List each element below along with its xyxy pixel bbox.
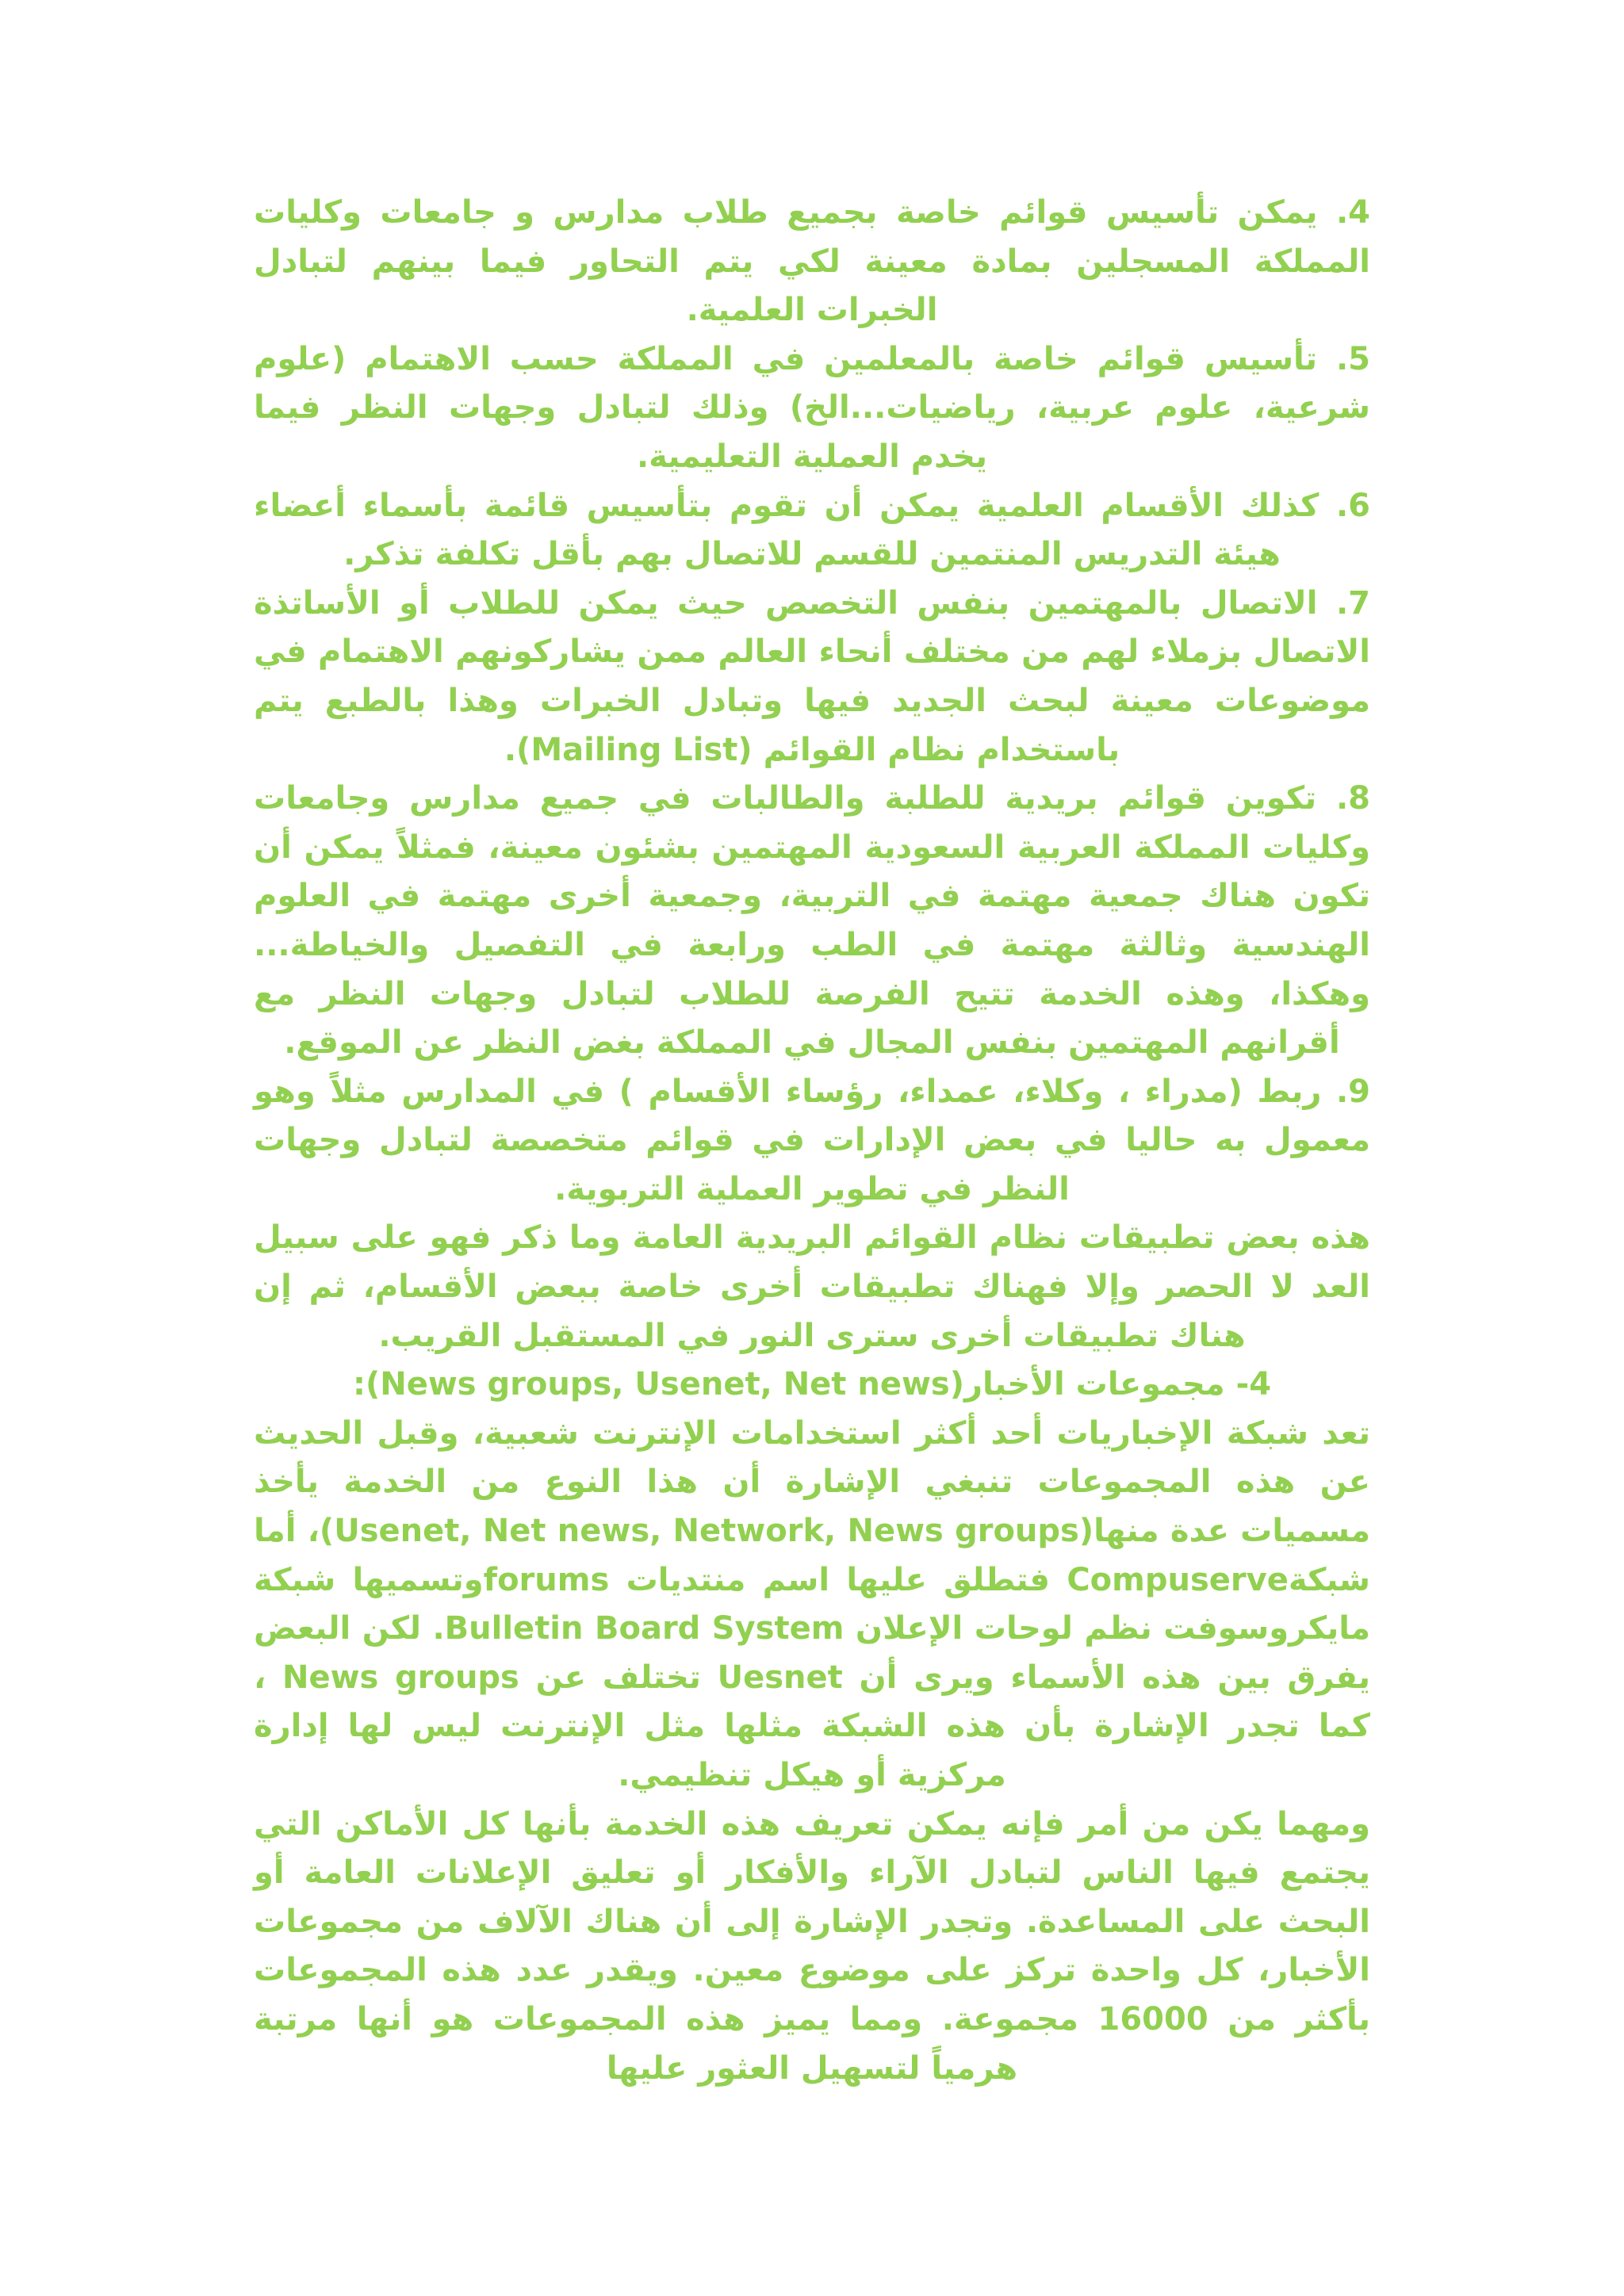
list-item-5: 5. تأسيس قوائم خاصة بالمعلمين في المملكة حسب الاهتمام (علوم شرعية، علوم عربية، رياضيات...الخ) وذلك لتبادل وجهات النظر فيما يخدم العملية التعليمية. — [254, 340, 1370, 475]
list-item-6: 6. كذلك الأقسام العلمية يمكن أن تقوم بتأسيس قائمة بأسماء أعضاء هيئة التدريس المنتمين للقسم للاتصال بهم بأقل تكلفة تذكر. — [254, 487, 1370, 573]
document-page — [254, 189, 1370, 2123]
section-paragraph: ومهما يكن من أمر فإنه يمكن تعريف هذه الخدمة بأنها كل الأماكن التي يجتمع فيها الناس لتبادل الآراء والأفكار أو تعليق الإعلانات العامة أو البحث على المساعدة. وتجدر الإشارة إلى أن هناك الآلاف من مجموعات الأخبار، كل واحدة تركز على موضوع معين. ويقدر عدد هذه المجموعات بأكثر من 16000 مجموعة. ومما يميز هذه المجموعات هو أنها مرتبة هرمياً لتسهيل العثور عليها — [254, 1805, 1371, 2087]
summary-paragraph: هذه بعض تطبيقات نظام القوائم البريدية العامة وما ذكر فهو على سبيل العد لا الحصر وإلا فهناك تطبيقات أخرى خاصة ببعض الأقسام، ثم إن هناك تطبيقات أخرى سترى النور في المستقبل القريب. — [254, 1219, 1370, 1354]
list-item-4: 4. يمكن تأسيس قوائم خاصة بجميع طلاب مدارس و جامعات وكليات المملكة المسجلين بمادة معينة لكي يتم التحاور فيما بينهم لتبادل الخبرات العلمية. — [254, 194, 1370, 329]
section-paragraph: تعد شبكة الإخباريات أحد أكثر استخدامات الإنترنت شعبية، وقبل الحديث عن هذه المجموعات تنبغي الإشارة أن هذا النوع من الخدمة يأخذ مسميات عدة منها(Usenet, Net news, Network, News groups)، أما شبكةCompuserve فتطلق عليها اسم منتديات forumsوتسميها شبكة مايكروسوفت نظم لوحات الإعلان Bulletin Board System. لكن البعض يفرق بين هذه الأسماء ويرى أن Uesnet تختلف عن News groups ، كما تجدر الإشارة بأن هذه الشبكة مثلها مثل الإنترنت ليس لها إدارة مركزية أو هيكل تنظيمي. — [254, 1414, 1371, 1793]
section-heading: 4- مجموعات الأخبار(News groups, Usenet, Net news): — [352, 1366, 1272, 1403]
list-item-8: 8. تكوين قوائم بريدية للطلبة والطالبات في جميع مدارس وجامعات وكليات المملكة العربية السعودية المهتمين بشئون معينة، فمثلاً يمكن أن تكون هناك جمعية مهتمة في التربية، وجمعية أخرى مهتمة في العلوم الهندسية وثالثة مهتمة في الطب ورابعة في التفصيل والخياطة... وهكذا، وهذه الخدمة تتيح الفرصة للطلاب لتبادل وجهات النظر مع أقرانهم المهتمين بنفس المجال في المملكة بغض النظر عن الموقع. — [254, 780, 1370, 1062]
list-item-9: 9. ربط (مدراء ، وكلاء، عمداء، رؤساء الأقسام ) في المدارس مثلاً وهو معمول به حاليا في بعض الإدارات في قوائم متخصصة لتبادل وجهات النظر في تطوير العملية التربوية. — [254, 1073, 1370, 1207]
list-item-7: 7. الاتصال بالمهتمين بنفس التخصص حيث يمكن للطلاب أو الأساتذة الاتصال بزملاء لهم من مختلف أنحاء العالم ممن يشاركونهم الاهتمام في موضوعات معينة لبحث الجديد فيها وتبادل الخبرات وهذا بالطبع يتم باستخدام نظام القوائم (Mailing List). — [254, 584, 1370, 768]
